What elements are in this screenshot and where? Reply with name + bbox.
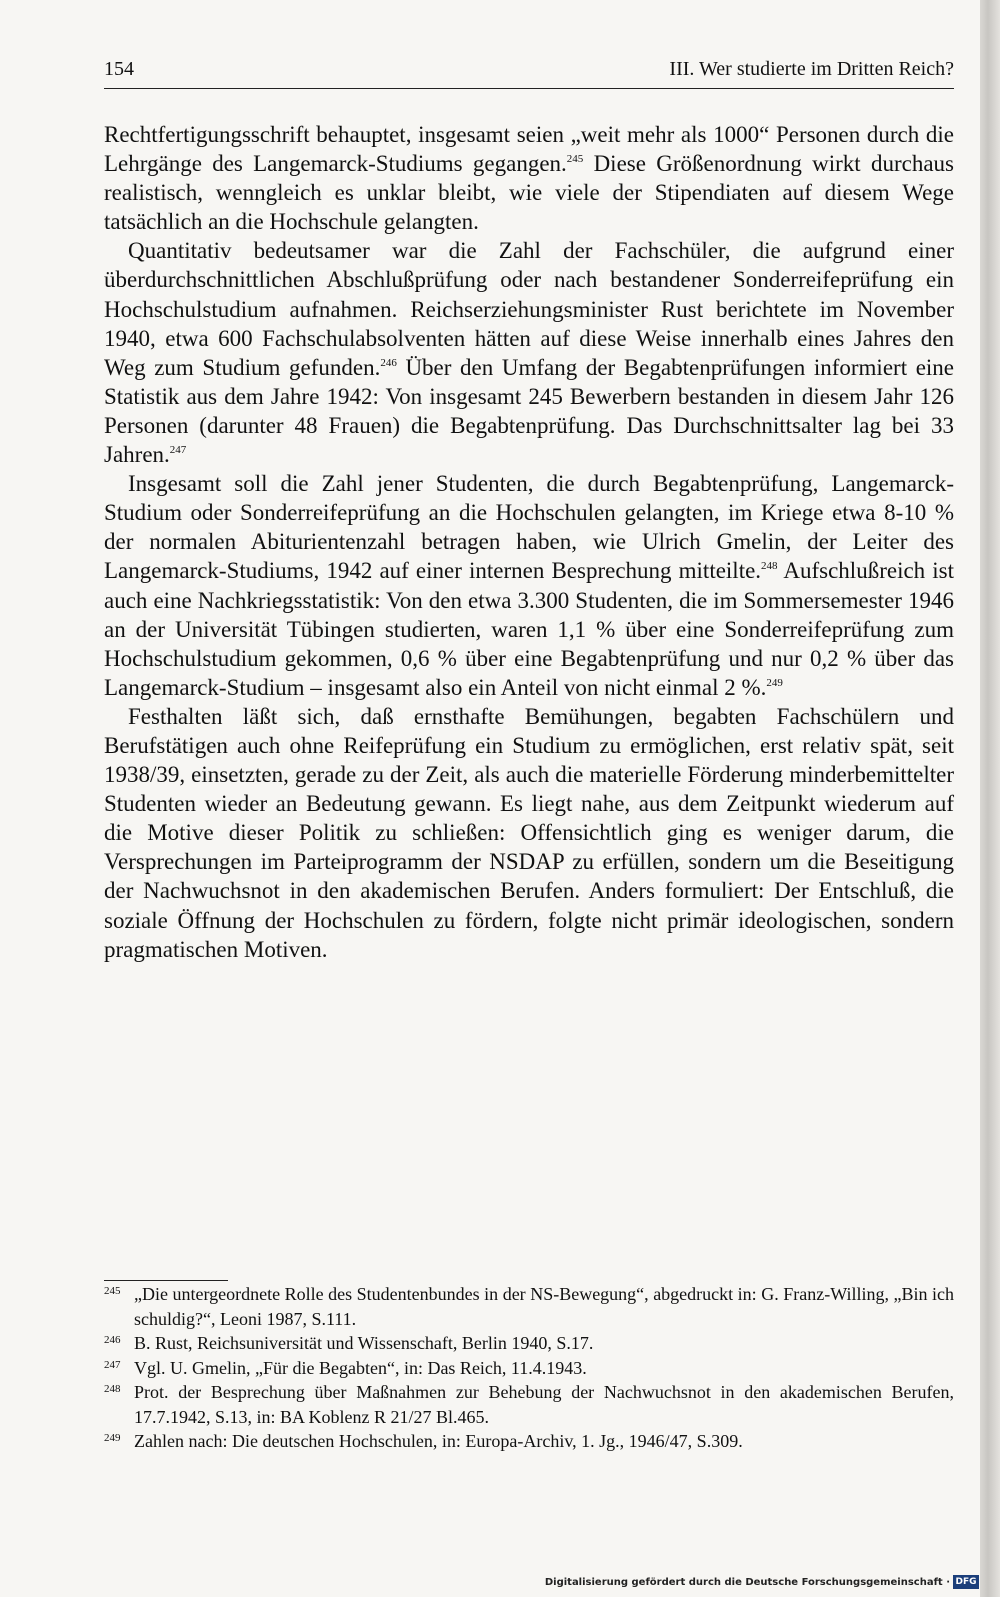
footnote-text: B. Rust, Reichsuniversität und Wissenschaft, Berlin 1940, S.17. xyxy=(134,1333,594,1353)
page-edge-shadow xyxy=(980,0,1000,1597)
footnote-text: Vgl. U. Gmelin, „Für die Begabten“, in: Das Reich, 11.4.1943. xyxy=(134,1357,587,1378)
dfg-logo: DFG xyxy=(953,1575,979,1589)
footnote-number: 249 xyxy=(104,1432,121,1444)
footnote-249 xyxy=(104,1429,954,1454)
chapter-title: III. Wer studierte im Dritten Reich? xyxy=(669,58,954,80)
paragraph-3 xyxy=(104,469,954,702)
footnote-246 xyxy=(104,1331,954,1356)
paragraph-1 xyxy=(104,120,954,236)
text-segment: Rechtfertigungsschrift behauptet, insgesamt seien „weit mehr als 1000“ Personen durch die Lehrgänge des Langemarck-Studiums gegangen. xyxy=(104,122,954,177)
text-segment: Festhalten läßt sich, daß ernsthafte Bemühungen, begabten Fachschülern und Berufstätigen auch ohne Reifeprüfung ein Studium zu ermöglichen, erst relativ spät, seit 1938/39, einsetzten, gerade zu der Zeit, als auch die materielle Förderung minderbemittelter Studenten wieder an Bedeutung gewann. Es liegt nahe, aus dem Zeitpunkt wiederum auf die Motive dieser Politik zu schließen: Offensichtlich ging es weniger darum, die Versprechungen im Parteiprogramm der NSDAP zu erfüllen, sondern um die Beseitigung der Nachwuchsnot in den akademischen Berufen. Anders formuliert: Der Entschluß, die soziale Öffnung der Hochschulen zu fördern, folgte nicht primär ideologischen, sondern pragmatischen Motiven. xyxy=(104,703,954,962)
body-text xyxy=(104,120,954,964)
page-number: 154 xyxy=(104,58,134,80)
digitization-note: Digitalisierung gefördert durch die Deutsche Forschungsgemeinschaft · xyxy=(544,1577,950,1588)
footnote-ref-245: 245 xyxy=(566,153,584,166)
header-rule xyxy=(104,88,954,89)
footnote-text: „Die untergeordnete Rolle des Studentenbundes in der NS-Bewegung“, abgedruckt in: G. Franz-Willing, „Bin ich schuldig?“, Leoni 1987, S.111. xyxy=(134,1284,954,1329)
footnote-ref-247: 247 xyxy=(169,444,187,457)
footnote-text: Zahlen nach: Die deutschen Hochschulen, in: Europa-Archiv, 1. Jg., 1946/47, S.309. xyxy=(134,1431,743,1451)
text-segment: Über den Umfang der Begabtenprüfungen informiert eine Statistik aus dem Jahre 1942: Von insgesamt 245 Bewerbern bestanden in diesem Jahr 126 Personen (darunter 48 Frauen) die Begabtenprüfung. Das Durchschnittsalter lag bei 33 Jahren. xyxy=(104,354,955,468)
text-segment: Insgesamt soll die Zahl jener Studenten, die durch Begabtenprüfung, Langemarck-Studium oder Sonderreifeprüfung an die Hochschulen gelangten, im Kriege etwa 8-10 % der normalen Abiturientenzahl betragen haben, wie Ulrich Gmelin, der Leiter des Langemarck-Studiums, 1942 auf einer internen Besprechung mitteilte. xyxy=(104,471,954,584)
footnote-number: 248 xyxy=(104,1383,121,1395)
paragraph-4 xyxy=(104,702,954,964)
footnote-number: 247 xyxy=(104,1358,121,1371)
footnotes xyxy=(104,1282,954,1454)
footnote-number: 245 xyxy=(104,1285,121,1297)
text-segment: Diese Größenordnung wirkt durchaus realistisch, wenngleich es unklar bleibt, wie viele der Stipendiaten auf diesem Wege tatsächlich an die Hochschule gelangten. xyxy=(104,151,954,235)
footnote-ref-248: 248 xyxy=(761,560,778,573)
running-head xyxy=(104,58,954,88)
footnote-247 xyxy=(104,1356,954,1381)
footnote-245 xyxy=(104,1282,954,1331)
footnote-number: 246 xyxy=(104,1334,121,1346)
paragraph-2 xyxy=(104,236,954,469)
footnote-ref-249: 249 xyxy=(766,676,783,689)
footnote-rule xyxy=(104,1280,228,1281)
text-segment: Aufschlußreich ist auch eine Nachkriegsstatistik: Von den etwa 3.300 Studenten, die im Sommersemester 1946 an der Universität Tübingen studierten, waren 1,1 % über eine Sonderreifeprüfung zum Hochschulstudium gekommen, 0,6 % über eine Begabtenprüfung und nur 0,2 % über das Langemarck-Studium – insgesamt also ein Anteil von nicht einmal 2 %. xyxy=(104,558,955,700)
footnote-ref-246: 246 xyxy=(380,356,397,369)
text-segment: Quantitativ bedeutsamer war die Zahl der Fachschüler, die aufgrund einer überdurchschnittlichen Abschlußprüfung oder nach bestandener Sonderreifeprüfung ein Hochschulstudium aufnahmen. Reichserziehungsminister Rust berichtete im November 1940, etwa 600 Fachschulabsolventen hätten auf diese Weise innerhalb eines Jahres den Weg zum Studium gefunden. xyxy=(104,238,954,380)
footnote-248 xyxy=(104,1380,954,1429)
footnote-text: Prot. der Besprechung über Maßnahmen zur Behebung der Nachwuchsnot in den akademischen Berufen, 17.7.1942, S.13, in: BA Koblenz R 21/27 Bl.465. xyxy=(134,1382,954,1427)
